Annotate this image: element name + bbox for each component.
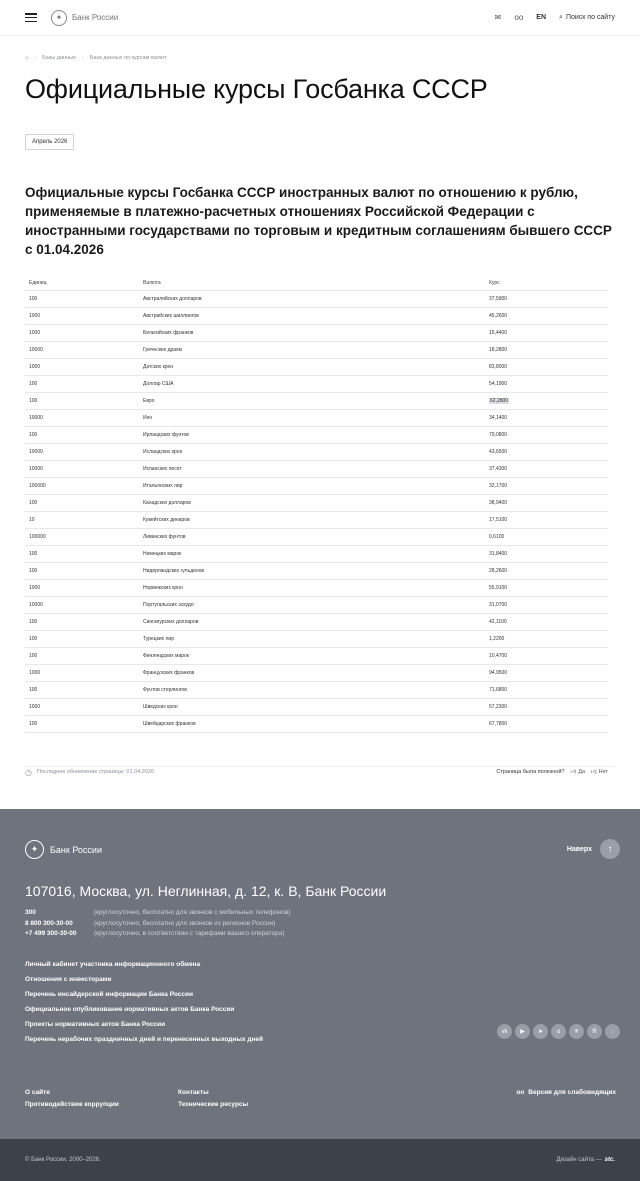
month-selector[interactable]: Апрель 2026 bbox=[25, 134, 74, 150]
rate-cell-value: 34,1400 bbox=[489, 414, 508, 421]
glasses-icon: oo bbox=[516, 1089, 525, 1096]
currency-cell bbox=[139, 307, 485, 324]
currency-cell bbox=[139, 681, 485, 698]
currency-cell bbox=[139, 647, 485, 664]
feedback-yes-button[interactable] bbox=[570, 769, 585, 775]
accessible-version-label: Версия для слабовидящих bbox=[528, 1089, 616, 1096]
currency-cell-value: Фунтов стерлингов bbox=[143, 686, 187, 693]
units-cell-value: 100 bbox=[29, 686, 38, 693]
accessibility-glasses-icon[interactable]: oo bbox=[514, 13, 524, 22]
table-row bbox=[25, 460, 608, 477]
accessible-version-button[interactable] bbox=[516, 1089, 616, 1096]
currency-cell-value: Португальских эскудо bbox=[143, 601, 194, 608]
units-cell-value: 100 bbox=[29, 295, 38, 302]
units-cell-value: 10000 bbox=[29, 465, 43, 472]
units-cell-value: 100 bbox=[29, 618, 38, 625]
units-cell bbox=[25, 664, 139, 681]
units-cell-value: 1000 bbox=[29, 329, 41, 336]
table-row bbox=[25, 324, 608, 341]
units-cell-value: 10000 bbox=[29, 414, 43, 421]
table-row bbox=[25, 715, 608, 732]
site-footer bbox=[0, 809, 640, 1139]
currency-cell bbox=[139, 426, 485, 443]
footer-link-holidays[interactable]: Перечень нерабочих праздничных дней и перенесенных выходных дней bbox=[25, 1036, 263, 1043]
rate-cell-value: 37,4300 bbox=[489, 465, 508, 472]
phone-row bbox=[25, 908, 291, 919]
currency-cell bbox=[139, 511, 485, 528]
units-cell bbox=[25, 460, 139, 477]
units-cell-value: 1000 bbox=[29, 584, 41, 591]
units-cell bbox=[25, 477, 139, 494]
rate-cell-value: 43,6500 bbox=[489, 448, 508, 455]
table-row bbox=[25, 545, 608, 562]
rate-cell-value: 31,8400 bbox=[489, 550, 508, 557]
units-cell-value: 1000 bbox=[29, 363, 41, 370]
currency-cell bbox=[139, 579, 485, 596]
rate-cell-value: 62,2800 bbox=[490, 397, 509, 404]
breadcrumb-databases[interactable]: Базы данных bbox=[42, 55, 76, 61]
dzen-icon[interactable]: ✳ bbox=[569, 1024, 584, 1039]
design-brand: stc. bbox=[604, 1157, 615, 1163]
currency-cell-value: Датских крон bbox=[143, 363, 174, 370]
clock-icon: ◷ bbox=[25, 767, 32, 777]
units-cell-value: 100 bbox=[29, 397, 38, 404]
units-cell-value: 100 bbox=[29, 550, 38, 557]
column-header-rate: Курс bbox=[485, 277, 608, 290]
rate-cell bbox=[485, 477, 608, 494]
units-cell bbox=[25, 647, 139, 664]
rate-cell-value: 37,5900 bbox=[489, 295, 508, 302]
last-updated: Последнее обновление страницы: 01.04.2026 bbox=[36, 769, 155, 775]
currency-cell bbox=[139, 664, 485, 681]
site-logo[interactable] bbox=[51, 10, 118, 26]
table-header-row bbox=[25, 277, 608, 290]
thumbs-up-icon: 👍︎ bbox=[570, 769, 577, 775]
footer-link-contacts[interactable]: Контакты bbox=[178, 1089, 209, 1096]
telegram-icon[interactable]: ➤ bbox=[533, 1024, 548, 1039]
units-cell bbox=[25, 392, 139, 409]
table-title: Официальные курсы Госбанка СССР иностранных валют по отношению к рублю, применяемые в платежно-расчетных отношениях Российской Федерации с иностранными государствами по торговым и кредитным соглашениям бывшего СССР с 01.04.2026 bbox=[25, 185, 612, 257]
home-icon[interactable]: ⌂ bbox=[25, 55, 29, 61]
units-cell bbox=[25, 443, 139, 460]
top-bar bbox=[0, 0, 640, 36]
rate-cell-value: 32,1700 bbox=[489, 482, 508, 489]
currency-cell bbox=[139, 375, 485, 392]
currency-cell bbox=[139, 477, 485, 494]
currency-cell-value: Кувейтских динаров bbox=[143, 516, 190, 523]
footer-link-personal-account[interactable]: Личный кабинет участника информационного обмена bbox=[25, 961, 201, 968]
units-cell-value: 10000 bbox=[29, 448, 43, 455]
feedback-no-button[interactable] bbox=[591, 769, 608, 775]
thumbs-down-icon: 👎︎ bbox=[591, 769, 597, 775]
currency-cell bbox=[139, 596, 485, 613]
table-row bbox=[25, 341, 608, 358]
rate-cell bbox=[485, 545, 608, 562]
footer-link-draft-acts[interactable]: Проекты нормативных актов Банка России bbox=[25, 1021, 166, 1028]
table-row bbox=[25, 596, 608, 613]
currency-cell bbox=[139, 460, 485, 477]
rate-cell bbox=[485, 647, 608, 664]
currency-cell bbox=[139, 613, 485, 630]
currency-cell-value: Итальянских лир bbox=[143, 482, 183, 489]
youtube-icon[interactable]: ▶ bbox=[515, 1024, 530, 1039]
units-cell-value: 10000 bbox=[29, 346, 43, 353]
rate-cell-value: 28,2600 bbox=[489, 567, 508, 574]
rate-cell bbox=[485, 307, 608, 324]
currency-cell-value: Исландских крон bbox=[143, 448, 183, 455]
currency-cell-value: Финляндских марок bbox=[143, 652, 189, 659]
units-cell bbox=[25, 579, 139, 596]
design-credit-label: Дизайн сайта — bbox=[556, 1157, 602, 1163]
units-cell-value: 100 bbox=[29, 567, 38, 574]
phone-number[interactable]: +7 499 300-30-00 bbox=[25, 930, 77, 937]
footer-link-about[interactable]: О сайте bbox=[25, 1089, 50, 1096]
mail-icon[interactable]: ✉ bbox=[494, 13, 502, 22]
rate-cell bbox=[485, 630, 608, 647]
helpful-question: Страница была полезной? bbox=[496, 769, 565, 775]
currency-cell bbox=[139, 698, 485, 715]
rate-cell bbox=[485, 562, 608, 579]
table-row bbox=[25, 409, 608, 426]
rate-cell-value: 31,0700 bbox=[489, 601, 508, 608]
units-cell-value: 100 bbox=[29, 652, 38, 659]
rate-cell-value: 42,1100 bbox=[489, 618, 507, 625]
menu-icon[interactable] bbox=[25, 13, 37, 22]
table-row bbox=[25, 613, 608, 630]
currency-cell bbox=[139, 341, 485, 358]
units-cell bbox=[25, 698, 139, 715]
rate-cell bbox=[485, 341, 608, 358]
search-icon: ⌕ bbox=[559, 13, 563, 21]
units-cell bbox=[25, 358, 139, 375]
rate-cell bbox=[485, 290, 608, 307]
vk-icon[interactable]: vk bbox=[497, 1024, 512, 1039]
units-cell-value: 100000 bbox=[29, 482, 46, 489]
units-cell bbox=[25, 290, 139, 307]
table-row bbox=[25, 579, 608, 596]
page-meta-row bbox=[25, 766, 608, 778]
currency-cell-value: Норвежских крон bbox=[143, 584, 183, 591]
table-row bbox=[25, 664, 608, 681]
rate-cell bbox=[485, 664, 608, 681]
design-credit[interactable] bbox=[556, 1157, 615, 1163]
currency-cell-value: Евро bbox=[143, 397, 155, 404]
search-button[interactable] bbox=[559, 14, 615, 22]
phone-note: (круглосуточно, бесплатно для звонков из регионов России) bbox=[94, 919, 276, 927]
currency-cell-value: Австралийских долларов bbox=[143, 295, 202, 302]
rate-cell bbox=[485, 715, 608, 732]
footer-address: 107016, Москва, ул. Неглинная, д. 12, к. В, Банк России bbox=[25, 883, 387, 899]
rate-cell-value: 57,2300 bbox=[489, 703, 508, 710]
units-cell bbox=[25, 681, 139, 698]
rate-cell-value: 94,9500 bbox=[489, 669, 508, 676]
copyright-bar bbox=[0, 1139, 640, 1181]
table-row bbox=[25, 290, 608, 307]
table-row bbox=[25, 681, 608, 698]
rutube-icon[interactable]: R bbox=[587, 1024, 602, 1039]
units-cell bbox=[25, 375, 139, 392]
units-cell-value: 1000 bbox=[29, 312, 41, 319]
rate-cell-value: 17,5100 bbox=[489, 516, 508, 523]
currency-cell bbox=[139, 443, 485, 460]
currency-cell bbox=[139, 324, 485, 341]
footer-link-anticorruption[interactable]: Противодействие коррупции bbox=[25, 1101, 119, 1108]
rate-cell bbox=[485, 528, 608, 545]
units-cell-value: 100000 bbox=[29, 533, 46, 540]
currency-cell-value: Турецких лир bbox=[143, 635, 175, 642]
currency-cell-value: Австрийских шиллингов bbox=[143, 312, 199, 319]
currency-cell-value: Швейцарских франков bbox=[143, 720, 196, 727]
currency-cell-value: Канадских долларов bbox=[143, 499, 191, 506]
currency-cell-value: Сингапурских долларов bbox=[143, 618, 199, 625]
rate-cell-value: 38,9400 bbox=[489, 499, 508, 506]
table-row bbox=[25, 307, 608, 324]
phone-note: (круглосуточно, бесплатно для звонков с мобильных телефонов) bbox=[94, 909, 291, 916]
units-cell-value: 100 bbox=[29, 499, 38, 506]
currency-cell bbox=[139, 494, 485, 511]
rate-cell bbox=[485, 494, 608, 511]
social-links bbox=[497, 1024, 620, 1039]
table-row bbox=[25, 562, 608, 579]
rate-cell bbox=[485, 460, 608, 477]
rate-cell-value: 54,1900 bbox=[489, 380, 508, 387]
rate-cell-value: 10,4700 bbox=[489, 652, 508, 659]
table-row bbox=[25, 528, 608, 545]
units-cell bbox=[25, 341, 139, 358]
footer-bottom-links bbox=[25, 1089, 331, 1108]
phone-number[interactable]: 300 bbox=[25, 909, 36, 916]
footer-links bbox=[25, 957, 263, 1047]
currency-cell bbox=[139, 392, 485, 409]
rate-cell-value: 15,4400 bbox=[489, 329, 508, 336]
units-cell bbox=[25, 511, 139, 528]
rate-cell bbox=[485, 596, 608, 613]
feedback-yes-label: Да bbox=[578, 769, 586, 775]
phone-row bbox=[25, 929, 291, 940]
currency-cell-value: Бельгийских франков bbox=[143, 329, 194, 336]
table-row bbox=[25, 358, 608, 375]
page-title: Официальные курсы Госбанка СССР bbox=[25, 74, 488, 104]
scroll-top-button[interactable] bbox=[567, 839, 620, 859]
rate-cell bbox=[485, 358, 608, 375]
table-row bbox=[25, 698, 608, 715]
rate-cell-value: 45,2600 bbox=[489, 312, 508, 319]
footer-link-investors[interactable]: Отношения с инвесторами bbox=[25, 976, 112, 983]
column-header-units: Единиц bbox=[25, 277, 139, 290]
footer-logo[interactable] bbox=[25, 840, 102, 859]
ok-icon[interactable]: о bbox=[551, 1024, 566, 1039]
table-row bbox=[25, 392, 608, 409]
rate-cell bbox=[485, 681, 608, 698]
footer-link-insider-info[interactable]: Перечень инсайдерской информации Банка России bbox=[25, 991, 193, 998]
currency-cell bbox=[139, 630, 485, 647]
footer-link-tech-resources[interactable]: Технические ресурсы bbox=[178, 1101, 249, 1108]
footer-link-official-publication[interactable]: Официальное опубликование нормативных актов Банка России bbox=[25, 1006, 235, 1013]
rate-cell bbox=[485, 426, 608, 443]
rate-cell-value: 18,2800 bbox=[489, 346, 508, 353]
rate-cell bbox=[485, 375, 608, 392]
rate-cell bbox=[485, 392, 608, 409]
feedback-no-label: Нет bbox=[598, 769, 608, 775]
rate-cell bbox=[485, 579, 608, 596]
currency-cell-value: Испанских песет bbox=[143, 465, 182, 472]
units-cell bbox=[25, 545, 139, 562]
max-icon[interactable]: ◌ bbox=[605, 1024, 620, 1039]
table-row bbox=[25, 511, 608, 528]
units-cell bbox=[25, 715, 139, 732]
rate-cell bbox=[485, 698, 608, 715]
rates-table bbox=[25, 277, 608, 733]
currency-cell-value: Немецких марок bbox=[143, 550, 182, 557]
rate-cell bbox=[485, 613, 608, 630]
table-row bbox=[25, 477, 608, 494]
footer-logo-text: Банк России bbox=[50, 844, 102, 855]
column-header-currency: Валюта bbox=[139, 277, 485, 290]
rate-cell-value: 1,2200 bbox=[489, 635, 505, 642]
rate-cell bbox=[485, 324, 608, 341]
currency-cell-value: Французских франков bbox=[143, 669, 195, 676]
table-row bbox=[25, 647, 608, 664]
currency-cell bbox=[139, 545, 485, 562]
units-cell-value: 1000 bbox=[29, 703, 41, 710]
units-cell bbox=[25, 324, 139, 341]
units-cell-value: 100 bbox=[29, 720, 38, 727]
scroll-top-label: Наверх bbox=[566, 845, 592, 853]
rate-cell bbox=[485, 443, 608, 460]
logo-text: Банк России bbox=[72, 13, 119, 22]
phone-row bbox=[25, 919, 291, 930]
search-label: Поиск по сайту bbox=[565, 14, 615, 21]
rate-cell-value: 55,9100 bbox=[489, 584, 508, 591]
units-cell bbox=[25, 409, 139, 426]
table-row bbox=[25, 494, 608, 511]
breadcrumb: ⌂ › Базы данных › База данных по курсам валют bbox=[25, 55, 167, 61]
rate-cell bbox=[485, 409, 608, 426]
rate-cell-value: 79,0800 bbox=[489, 431, 508, 438]
currency-cell-value: Доллар США bbox=[143, 380, 174, 387]
units-cell bbox=[25, 494, 139, 511]
units-cell bbox=[25, 528, 139, 545]
units-cell-value: 10 bbox=[29, 516, 35, 523]
rate-cell-value: 71,6800 bbox=[489, 686, 508, 693]
units-cell-value: 100 bbox=[29, 635, 38, 642]
eagle-emblem-icon: ✦ bbox=[51, 10, 67, 26]
units-cell-value: 100 bbox=[29, 431, 38, 438]
units-cell bbox=[25, 596, 139, 613]
table-row bbox=[25, 426, 608, 443]
rate-cell-value: 67,7800 bbox=[489, 720, 508, 727]
footer-phones bbox=[25, 908, 291, 940]
phone-number[interactable]: 8 800 300-30-00 bbox=[25, 919, 73, 927]
currency-cell-value: Нидерландских гульденов bbox=[143, 567, 205, 574]
units-cell bbox=[25, 613, 139, 630]
table-row bbox=[25, 630, 608, 647]
eagle-emblem-icon: ✦ bbox=[25, 840, 44, 859]
units-cell-value: 1000 bbox=[29, 669, 41, 676]
rate-cell-value: 0,6100 bbox=[489, 533, 505, 540]
units-cell bbox=[25, 630, 139, 647]
units-cell-value: 100 bbox=[29, 380, 38, 387]
currency-cell-value: Иен bbox=[143, 414, 153, 421]
currency-cell bbox=[139, 290, 485, 307]
rate-cell bbox=[485, 511, 608, 528]
currency-cell-value: Ирландских фунтов bbox=[143, 431, 189, 438]
language-switch[interactable]: EN bbox=[536, 14, 547, 21]
currency-cell bbox=[139, 409, 485, 426]
table-row bbox=[25, 443, 608, 460]
arrow-up-icon: ↑ bbox=[600, 839, 620, 859]
copyright-text: © Банк России, 2000–2026. bbox=[25, 1157, 101, 1163]
units-cell-value: 10000 bbox=[29, 601, 43, 608]
currency-cell bbox=[139, 358, 485, 375]
currency-cell-value: Греческих драхм bbox=[143, 346, 182, 353]
units-cell bbox=[25, 426, 139, 443]
currency-cell bbox=[139, 528, 485, 545]
currency-cell-value: Ливанских фунтов bbox=[143, 533, 186, 540]
rate-cell-value: 83,8000 bbox=[489, 363, 508, 370]
phone-note: (круглосуточно, в соответствии с тарифами вашего оператора) bbox=[94, 930, 285, 937]
currency-cell-value: Шведских крон bbox=[143, 703, 178, 710]
breadcrumb-currency-db[interactable]: База данных по курсам валют bbox=[89, 55, 167, 61]
table-row bbox=[25, 375, 608, 392]
currency-cell bbox=[139, 715, 485, 732]
units-cell bbox=[25, 562, 139, 579]
units-cell bbox=[25, 307, 139, 324]
currency-cell bbox=[139, 562, 485, 579]
